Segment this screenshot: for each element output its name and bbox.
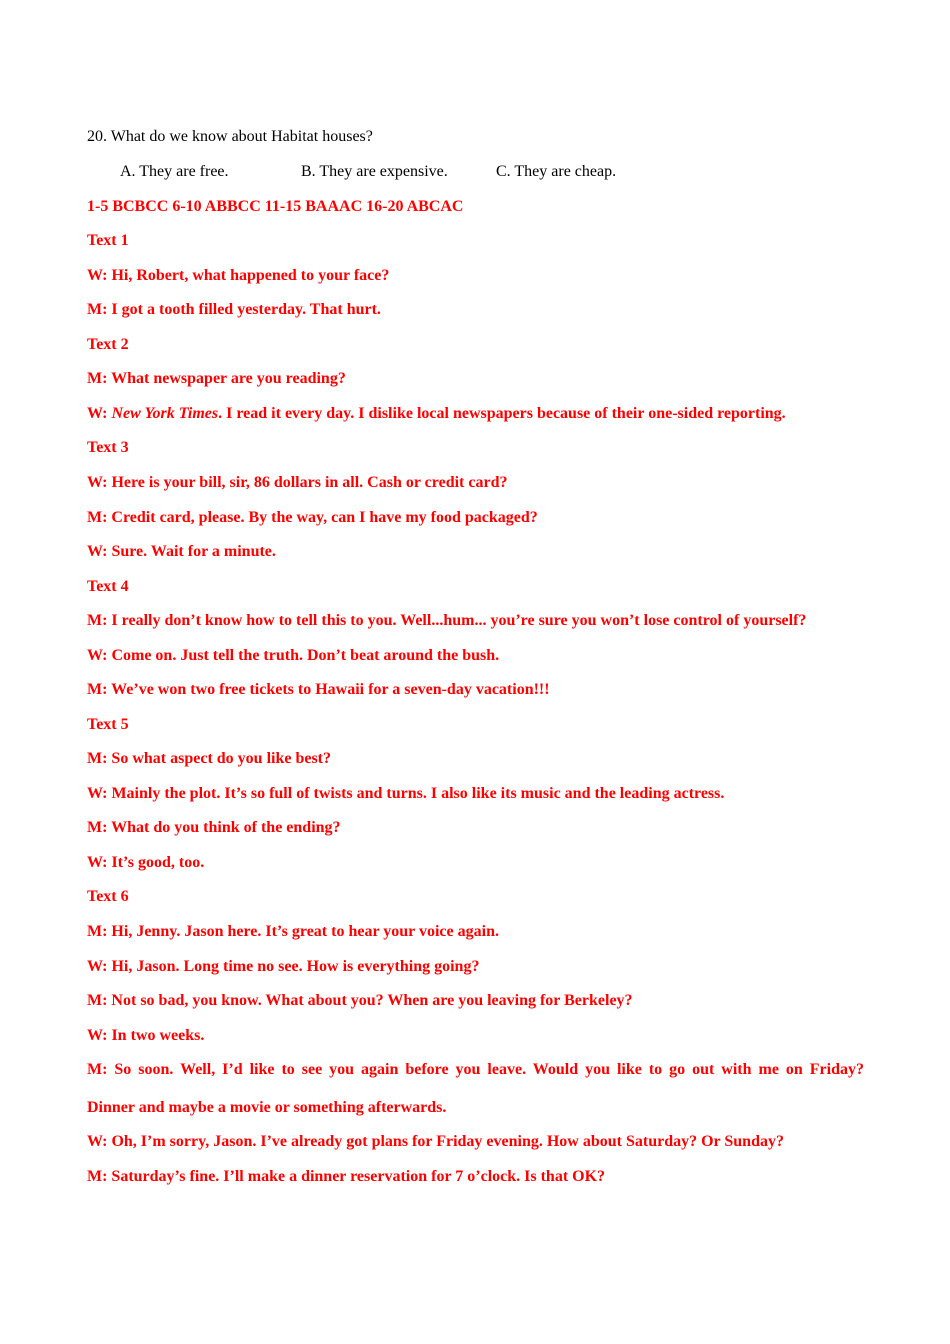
text-heading: Text 4 [87,578,129,595]
option-c: C. They are cheap. [496,163,617,180]
option-b: B. They are expensive. [301,163,448,180]
text-heading: Text 2 [87,336,129,353]
dialogue-line: M: I really don’t know how to tell this to you. Well...hum... you’re sure you won’t lose control of yourself? [87,612,807,629]
text-heading: Text 5 [87,716,129,733]
dialogue-line: M: So soon. Well, I’d like to see you again before you leave. Would you like to go out with me on Friday? [87,1061,864,1078]
dialogue-line: W: Come on. Just tell the truth. Don’t beat around the bush. [87,647,500,664]
dialogue-line: M: I got a tooth filled yesterday. That hurt. [87,301,381,318]
dialogue-line: W: Sure. Wait for a minute. [87,543,276,560]
dialogue-text: . I read it every day. I dislike local newspapers because of their one-sided reporting. [218,405,786,422]
option-a: A. They are free. [120,163,229,180]
dialogue-line: M: Hi, Jenny. Jason here. It’s great to hear your voice again. [87,923,499,940]
dialogue-line: W: Here is your bill, sir, 86 dollars in all. Cash or credit card? [87,474,508,491]
dialogue-line: W: Hi, Robert, what happened to your face? [87,267,390,284]
question-text: 20. What do we know about Habitat houses? [87,128,373,145]
dialogue-line: W: Hi, Jason. Long time no see. How is everything going? [87,958,480,975]
dialogue-line: M: What do you think of the ending? [87,819,341,836]
dialogue-line: M: We’ve won two free tickets to Hawaii for a seven-day vacation!!! [87,681,550,698]
text-heading: Text 1 [87,232,129,249]
dialogue-line: W: Mainly the plot. It’s so full of twists and turns. I also like its music and the leading actress. [87,785,725,802]
dialogue-line: M: So what aspect do you like best? [87,750,332,767]
text-heading: Text 6 [87,888,129,905]
answer-key: 1-5 BCBCC 6-10 ABBCC 11-15 BAAAC 16-20 ABCAC [87,198,464,215]
speaker-label: W: [87,405,112,422]
dialogue-line: M: Credit card, please. By the way, can I have my food packaged? [87,509,538,526]
dialogue-line: M: What newspaper are you reading? [87,370,346,387]
dialogue-line-continued: Dinner and maybe a movie or something afterwards. [87,1099,447,1116]
dialogue-line: W: In two weeks. [87,1027,205,1044]
dialogue-line: M: Saturday’s fine. I’ll make a dinner reservation for 7 o’clock. Is that OK? [87,1168,606,1185]
dialogue-line: W: Oh, I’m sorry, Jason. I’ve already got plans for Friday evening. How about Saturday? Or Sunday? [87,1133,784,1150]
dialogue-line: W: It’s good, too. [87,854,205,871]
newspaper-title: New York Times [111,405,219,422]
dialogue-line: M: Not so bad, you know. What about you? When are you leaving for Berkeley? [87,992,633,1009]
text-heading: Text 3 [87,439,129,456]
dialogue-line [87,404,864,424]
